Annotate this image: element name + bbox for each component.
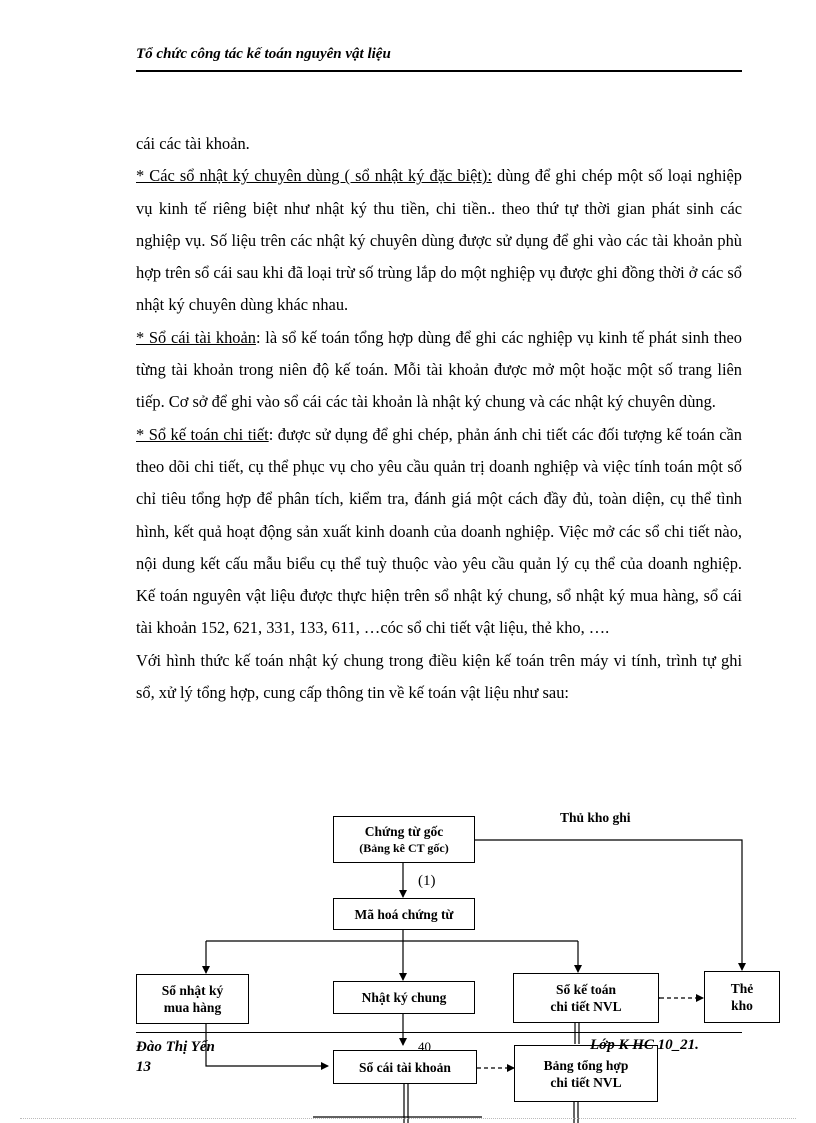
- paragraph-so-chi-tiet: [136, 419, 742, 645]
- box-the-kho: [704, 971, 780, 1023]
- paragraph-label: * Các sổ nhật ký chuyên dùng ( sổ nhật ký đặc biệt):: [136, 166, 492, 186]
- box-nhat-ky-chung: [333, 981, 475, 1014]
- box-label: Mã hoá chứng từ: [354, 906, 454, 922]
- box-nhat-ky-mua-hang: [136, 974, 249, 1024]
- header-rule: [136, 70, 742, 72]
- paragraph-text: : được sử dụng để ghi chép, phản ánh chi tiết các đối tượng kế toán cần theo dõi chi tiết, cụ thể phục vụ cho yêu cầu quản trị doanh nghiệp và việc tính toán một số chỉ tiêu tổng hợp để phân tích, kiểm tra, đánh giá một cách đầy đủ, toàn diện, cụ thể tình hình, kết quả hoạt động sản xuất kinh doanh của doanh nghiệp. Việc mở các sổ chi tiết nào, nội dung kết cấu mẫu biểu cụ thể tuỳ thuộc vào yêu cầu quản lý cụ thể của doanh nghiệp. Kế toán nguyên vật liệu được thực hiện trên sổ nhật ký chung, sổ nhật ký mua hàng, sổ cái tài khoản 152, 621, 331, 133, 611, …cóc sổ chi tiết vật liệu, thẻ kho, ….: [136, 424, 742, 638]
- label-thu-kho-ghi: Thủ kho ghi: [560, 810, 631, 825]
- arrow-nkmh-to-so-cai: [206, 1024, 328, 1066]
- box-label: Nhật ký chung: [361, 990, 447, 1005]
- box-label: Sổ kế toán: [555, 982, 616, 997]
- footer-page-number: 13: [136, 1059, 151, 1075]
- paragraph-hinh-thuc: Với hình thức kế toán nhật ký chung trong điều kiện kế toán trên máy vi tính, trình tự ghi sổ, xử lý tổng hợp, cung cấp thông tin về kế toán vật liệu như sau:: [136, 650, 742, 703]
- footer-page-center: 40: [418, 1039, 431, 1054]
- box-ma-hoa-chung-tu: [333, 898, 475, 930]
- flow-diagram: [120, 800, 800, 1123]
- box-label: kho: [731, 998, 753, 1013]
- box-chung-tu-goc: [333, 816, 475, 863]
- paragraph-text: dùng để ghi chép một số loại nghiệp vụ kinh tế riêng biệt như nhật ký thu tiền, chi tiền.. theo thứ tự thời gian phát sinh các nghiệp vụ. Số liệu trên các nhật ký chuyên dùng được sử dụng để ghi vào các tài khoản phù hợp trên sổ cái sau khi đã loại trừ số trùng lắp do một nghiệp vụ được ghi đồng thời ở các sổ nhật ký chuyên dùng khác nhau.: [136, 166, 742, 315]
- box-label: mua hàng: [163, 1000, 222, 1015]
- box-so-ke-toan-chi-tiet: [513, 973, 659, 1023]
- running-header: Tổ chức công tác kế toán nguyên vật liệu: [136, 46, 391, 62]
- bottom-dotted-rule: [20, 1118, 796, 1119]
- text-line: cái các tài khoản.: [136, 134, 250, 153]
- box-label: Sổ nhật ký: [161, 983, 224, 998]
- paragraph-text: : là sổ kế toán tổng hợp dùng để ghi các nghiệp vụ kinh tế phát sinh theo từng tài khoản trong niên độ kế toán. Mỗi tài khoản được mở một hoặc một số trang liên tiếp. Cơ sở để ghi vào sổ cái các tài khoản là nhật ký chung và các nhật ký chuyên dùng.: [136, 327, 742, 412]
- box-label: Bảng tổng hợp: [543, 1057, 629, 1073]
- box-so-cai-tai-khoan: [333, 1050, 477, 1084]
- footer-author-block: [136, 1037, 215, 1077]
- label-step-1: (1): [418, 873, 436, 889]
- paragraph-so-cai: [136, 322, 742, 419]
- arrow-thu-kho-to-the-kho: [475, 840, 742, 970]
- paragraph-nhat-ky-chuyen-dung: [136, 160, 742, 321]
- box-label: chi tiết NVL: [550, 1074, 622, 1090]
- box-label: chi tiết NVL: [550, 999, 622, 1014]
- document-body: [136, 128, 742, 709]
- footer-author: Đào Thị Yến: [136, 1039, 215, 1055]
- box-label: Thẻ: [730, 981, 754, 996]
- footer-rule: [136, 1032, 742, 1033]
- paragraph-label: * Sổ cái tài khoản: [136, 327, 256, 347]
- box-label: Chứng từ gốc: [364, 823, 444, 839]
- paragraph-label: * Sổ kế toán chi tiết: [136, 424, 269, 444]
- footer-class: Lớp K HC 10_21.: [590, 1037, 699, 1053]
- box-sublabel: (Bảng kê CT gốc): [359, 840, 449, 855]
- box-label: Sổ cái tài khoản: [359, 1059, 451, 1075]
